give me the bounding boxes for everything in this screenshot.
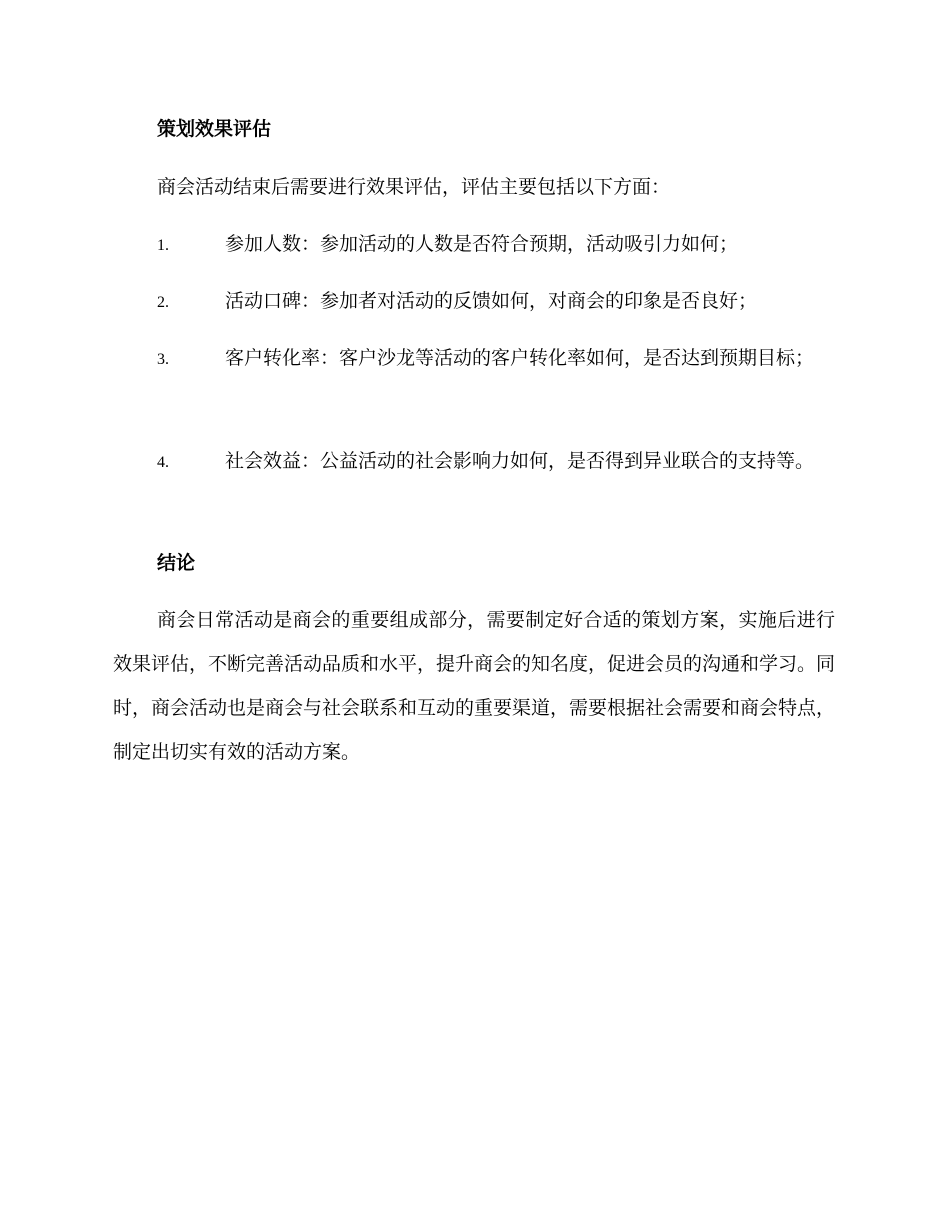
list-item	[113, 222, 835, 268]
list-item-number: 4.	[157, 454, 169, 471]
list-item-number: 1.	[157, 237, 169, 254]
list-item-text: 客户转化率：客户沙龙等活动的客户转化率如何，是否达到预期目标；	[225, 347, 815, 369]
list-item	[113, 279, 835, 325]
list-item-text: 参加人数：参加活动的人数是否符合预期，活动吸引力如何；	[225, 233, 739, 255]
list-item-text: 社会效益：公益活动的社会影响力如何，是否得到异业联合的支持等。	[225, 450, 815, 472]
conclusion-paragraph: 商会日常活动是商会的重要组成部分，需要制定好合适的策划方案，实施后进行效果评估，不断完善活动品质和水平，提升商会的知名度，促进会员的沟通和学习。同时，商会活动也是商会与社会联系和互动的重要渠道，需要根据社会需要和商会特点，制定出切实有效的活动方案。	[113, 609, 836, 763]
evaluation-intro-paragraph: 商会活动结束后需要进行效果评估，评估主要包括以下方面：	[157, 176, 671, 198]
section-heading-evaluation: 策划效果评估	[157, 118, 272, 140]
section-heading-conclusion: 结论	[157, 552, 196, 574]
list-item-number: 3.	[157, 351, 169, 368]
list-item	[113, 336, 835, 382]
list-item-text: 活动口碑：参加者对活动的反馈如何，对商会的印象是否良好；	[225, 290, 758, 312]
list-item-number: 2.	[157, 294, 169, 311]
list-item	[113, 439, 835, 485]
